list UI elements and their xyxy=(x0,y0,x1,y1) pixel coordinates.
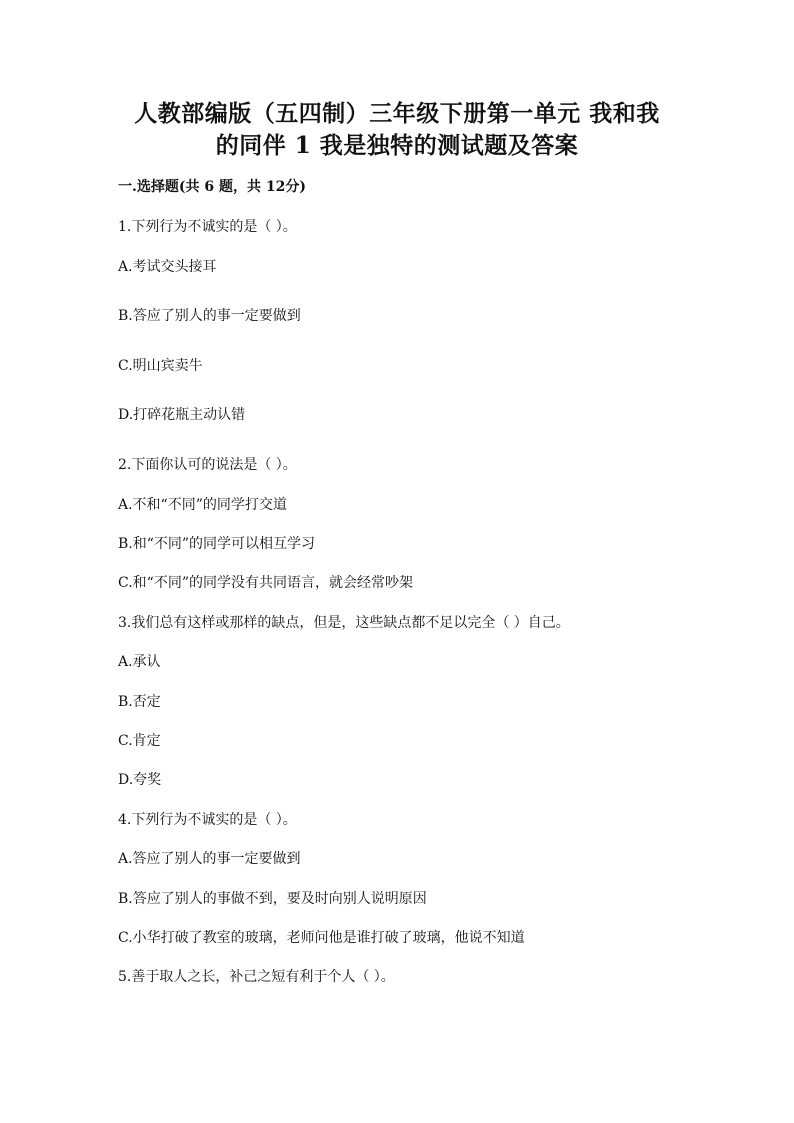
question-4-option-b: B.答应了别人的事做不到，要及时向别人说明原因 xyxy=(118,891,427,907)
question-3-option-c: C.肯定 xyxy=(118,733,161,749)
question-1-option-b: B.答应了别人的事一定要做到 xyxy=(118,308,301,324)
question-3-option-a: A.承认 xyxy=(118,654,161,670)
question-2-option-a: A.不和“不同”的同学打交道 xyxy=(118,497,287,513)
question-1-option-c: C.明山宾卖牛 xyxy=(118,358,203,374)
question-3-option-d: D.夸奖 xyxy=(118,772,162,788)
question-5-stem: 5.善于取人之长，补己之短有利于个人（ ）。 xyxy=(118,969,395,985)
question-4-stem: 4.下列行为不诚实的是（ ）。 xyxy=(118,812,297,828)
section-heading: 一.选择题(共 6 题，共 12分) xyxy=(118,179,306,195)
question-3-option-b: B.否定 xyxy=(118,694,161,710)
question-3-stem: 3.我们总有这样或那样的缺点，但是，这些缺点都不足以完全（ ）自己。 xyxy=(118,615,570,631)
question-2-option-c: C.和“不同”的同学没有共同语言，就会经常吵架 xyxy=(118,575,413,591)
question-1-stem: 1.下列行为不诚实的是（ ）。 xyxy=(118,219,297,235)
question-2-stem: 2.下面你认可的说法是（ ）。 xyxy=(118,457,297,473)
question-1-option-a: A.考试交头接耳 xyxy=(118,259,217,275)
question-2-option-b: B.和“不同”的同学可以相互学习 xyxy=(118,536,316,552)
question-1-option-d: D.打碎花瓶主动认错 xyxy=(118,407,246,423)
question-4-option-c: C.小华打破了教室的玻璃，老师问他是谁打破了玻璃，他说不知道 xyxy=(118,930,525,946)
document-title-line-1: 人教部编版（五四制）三年级下册第一单元 我和我 xyxy=(134,100,660,127)
document-title-line-2: 的同伴 1 我是独特的测试题及答案 xyxy=(215,132,579,159)
question-4-option-a: A.答应了别人的事一定要做到 xyxy=(118,851,301,867)
